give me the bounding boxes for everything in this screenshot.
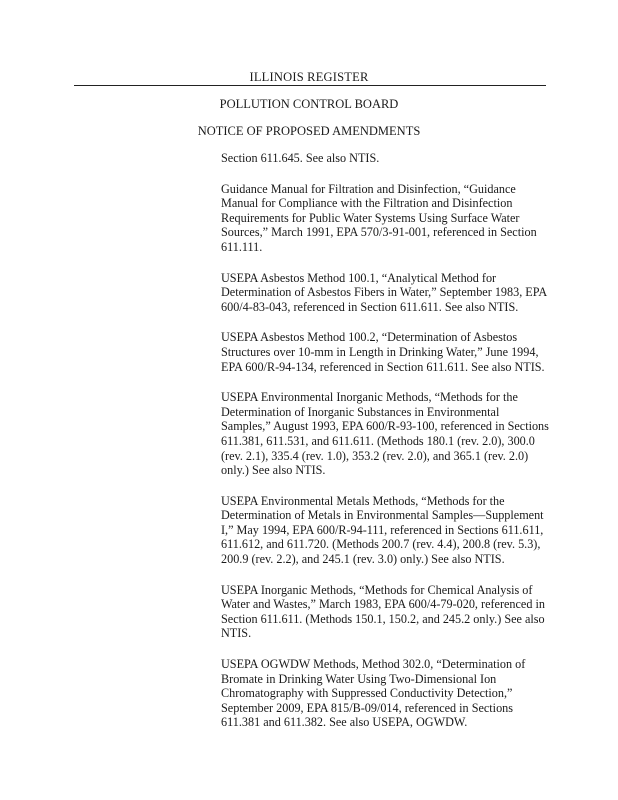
paragraph-asbestos-100-2: USEPA Asbestos Method 100.2, “Determination of Asbestos Structures over 10-mm in Length in Drinking Water,” June 1994, EPA 600/R-94-134, referenced in Section 611.611. See also NTIS.: [221, 330, 545, 374]
paragraph-inorganic-methods: USEPA Environmental Inorganic Methods, “Methods for the Determination of Inorganic Substances in Environmental Samples,” August 1993, EPA 600/R-93-100, referenced in Sections 611.381, 611.531, and 611.611. (Methods 180.1 (rev. 2.0), 300.0 (rev. 2.1), 335.4 (rev. 1.0), 353.2 (rev. 2.0), and 365.1 (rev. 2.0) only.) See also NTIS.: [221, 390, 549, 478]
paragraph-ogwdw-methods: USEPA OGWDW Methods, Method 302.0, “Determination of Bromate in Drinking Water Using Two-Dimensional Ion Chromatography with Suppressed Conductivity Detection,” September 2009, EPA 815/B-09/014, referenced in Sections 611.381 and 611.382. See also USEPA, OGWDW.: [221, 657, 526, 730]
header-rule: [74, 85, 546, 86]
paragraph-asbestos-100-1: USEPA Asbestos Method 100.1, “Analytical Method for Determination of Asbestos Fibers in Water,” September 1983, EPA 600/4-83-043, referenced in Section 611.611. See also NTIS.: [221, 270, 547, 314]
board-name: POLLUTION CONTROL BOARD: [219, 97, 399, 111]
paragraph-guidance-manual: Guidance Manual for Filtration and Disinfection, “Guidance Manual for Compliance with the Filtration and Disinfection Requirements for Public Water Systems Using Surface Water Sources,” March 1991, EPA 570/3-91-001, referenced in Section 611.111.: [221, 181, 537, 254]
paragraph-metals-methods: USEPA Environmental Metals Methods, “Methods for the Determination of Metals in Environmental Samples—Supplement I,” May 1994, EPA 600/R-94-111, referenced in Sections 611.611, 611.612, and 611.720. (Methods 200.7 (rev. 4.4), 200.8 (rev. 5.3), 200.9 (rev. 2.2), and 245.1 (rev. 3.0) only.) See also NTIS.: [221, 493, 544, 567]
paragraph-section-reference: Section 611.645. See also NTIS.: [221, 151, 380, 165]
paragraph-chemical-analysis: USEPA Inorganic Methods, “Methods for Chemical Analysis of Water and Wastes,” March 1983, EPA 600/4-79-020, referenced in Section 611.611. (Methods 150.1, 150.2, and 245.2 only.) See also NTIS.: [221, 582, 545, 641]
document-body: [221, 151, 551, 746]
notice-title: NOTICE OF PROPOSED AMENDMENTS: [197, 124, 421, 138]
register-title: ILLINOIS REGISTER: [249, 70, 369, 84]
